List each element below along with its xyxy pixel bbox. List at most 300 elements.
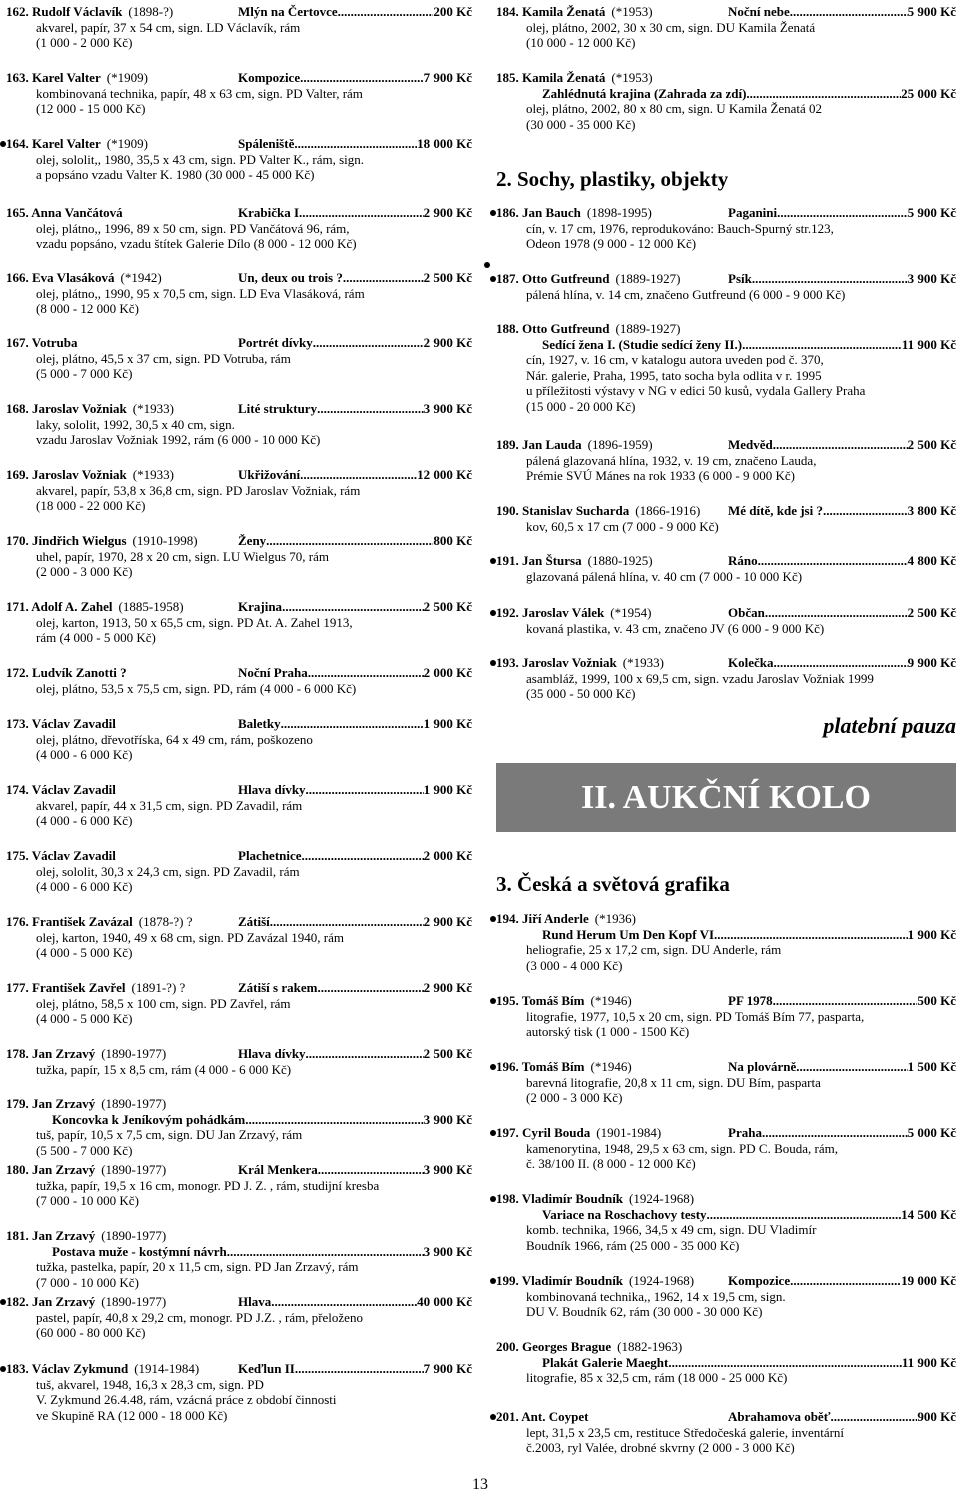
lot-header	[6, 205, 472, 221]
lot-header	[496, 205, 956, 221]
lot-title-line	[6, 1112, 472, 1128]
lot-artist-dates: (1896-1959)	[587, 437, 653, 452]
lot-artist: 197. Cyril Bouda	[496, 1125, 591, 1140]
lot-detail-line: (5 500 - 7 000 Kč)	[36, 1142, 133, 1158]
leader-dots	[282, 599, 424, 615]
lot-detail-line: (4 000 - 6 000 Kč)	[36, 747, 133, 762]
lot-entry	[6, 533, 472, 580]
lot-details	[6, 152, 472, 183]
lot-artist-line	[6, 980, 238, 996]
lot-artist: 173. Václav Zavadil	[6, 716, 116, 731]
lot-title-line	[728, 205, 908, 221]
lot-header	[6, 1294, 472, 1310]
lot-artist-line	[6, 1228, 238, 1244]
lot-price: 2 500 Kč	[423, 1046, 472, 1061]
lot-artist: 181. Jan Zrzavý	[6, 1228, 96, 1243]
bullet-marker	[0, 1366, 6, 1372]
lot-artist-dates: (1882-1963)	[617, 1339, 683, 1354]
leader-dots	[306, 782, 424, 798]
lot-title-line	[728, 437, 908, 453]
lot-details	[6, 1259, 472, 1290]
leader-dots	[317, 401, 424, 417]
lot-header	[6, 270, 472, 286]
lot-title-line	[238, 467, 417, 483]
lot-detail-line: lept, 31,5 x 23,5 cm, restituce Středočeská galerie, inventární	[526, 1424, 845, 1440]
lot-entry	[6, 716, 472, 763]
lot-details	[6, 20, 472, 51]
leader-dots	[752, 271, 908, 287]
lot-title: Baletky	[238, 716, 281, 731]
leader-dots	[270, 914, 424, 930]
lot-entry	[6, 1294, 472, 1341]
lot-title-line	[728, 993, 917, 1009]
lot-title-line	[238, 599, 424, 615]
lot-detail-line: asambláž, 1999, 100 x 69,5 cm, sign. vzadu Jaroslav Vožniak 1999	[526, 670, 874, 686]
lot-title: Krajina	[238, 599, 283, 614]
lot-title-line	[728, 655, 908, 671]
lot-detail-line: kombinovaná technika, papír, 48 x 63 cm, sign. PD Valter, rám	[36, 85, 363, 101]
lot-artist-dates: (*1933)	[132, 467, 174, 482]
lot-header	[6, 533, 472, 549]
lot-artist: 184. Kamila Ženatá	[496, 4, 606, 19]
lot-details	[6, 286, 472, 317]
lot-price: 2 000 Kč	[423, 665, 472, 680]
lot-artist-line	[496, 1273, 728, 1289]
lot-details	[496, 221, 956, 252]
lot-detail-line: olej, plátno,, 1990, 95 x 70,5 cm, sign. LD Eva Vlasáková, rám	[36, 285, 365, 301]
lot-artist-line	[496, 1125, 728, 1141]
lot-details	[6, 732, 472, 763]
lot-title-line	[496, 337, 956, 353]
lot-entry	[496, 205, 956, 252]
lot-artist-line	[496, 503, 728, 519]
lot-artist-dates: (1891-?) ?	[131, 980, 186, 995]
lot-entry	[496, 1273, 956, 1320]
lot-price: 2 900 Kč	[423, 205, 472, 220]
lot-title-line	[238, 1361, 424, 1377]
lot-artist-dates: (1890-1977)	[101, 1162, 167, 1177]
leader-dots	[281, 716, 424, 732]
lot-entry	[496, 321, 956, 414]
lot-entry	[6, 401, 472, 448]
lot-artist: 172. Ludvík Zanotti ?	[6, 665, 127, 680]
lot-price: 11 900 Kč	[901, 1354, 956, 1370]
lot-detail-line: heliografie, 25 x 17,2 cm, sign. DU Anderle, rám	[526, 942, 782, 957]
lot-detail-line: olej, sololit, 30,3 x 24,3 cm, sign. PD Zavadil, rám	[36, 863, 300, 879]
lot-price: 2 500 Kč	[907, 437, 956, 452]
lot-title: Hlava dívky	[238, 782, 306, 797]
lot-price: 1 500 Kč	[907, 1059, 956, 1074]
lot-artist: 169. Jaroslav Vožniak	[6, 467, 127, 482]
lot-artist: 177. František Zavřel	[6, 980, 126, 995]
lot-details	[6, 417, 472, 448]
lot-title: Praha	[728, 1125, 762, 1140]
lot-artist-dates: (1866-1916)	[635, 503, 701, 518]
leader-dots	[765, 605, 908, 621]
lot-title: Postava muže - kostýmní návrh	[52, 1243, 227, 1259]
lot-title: Zátiší	[238, 914, 270, 929]
lot-details	[6, 221, 472, 252]
lot-title-line	[728, 271, 908, 287]
leader-dots	[762, 1125, 908, 1141]
lot-price: 5 000 Kč	[907, 1125, 956, 1140]
lot-price: 11 900 Kč	[901, 336, 956, 352]
lot-title-line	[238, 665, 424, 681]
lot-header	[496, 1125, 956, 1141]
lot-artist: 162. Rudolf Václavík	[6, 4, 123, 19]
lot-detail-line: (4 000 - 5 000 Kč)	[36, 1011, 133, 1026]
lot-entry	[496, 1059, 956, 1106]
lot-title-line	[6, 1244, 472, 1260]
lot-details	[6, 996, 472, 1027]
lot-detail-line: akvarel, papír, 53,8 x 36,8 cm, sign. PD Jaroslav Vožniak, rám	[36, 482, 361, 498]
lot-entry	[6, 980, 472, 1027]
lot-artist-dates: (1889-1927)	[615, 321, 681, 336]
lot-artist-line	[6, 914, 238, 930]
lot-details	[6, 1062, 472, 1078]
lot-details	[6, 864, 472, 895]
lot-detail-line: kov, 60,5 x 17 cm (7 000 - 9 000 Kč)	[526, 518, 719, 534]
lot-entry	[496, 503, 956, 534]
lot-header	[496, 911, 956, 927]
lot-artist: 166. Eva Vlasáková	[6, 270, 115, 285]
lot-detail-line: pálená glazovaná hlína, 1932, v. 19 cm, značeno Lauda,	[526, 452, 817, 468]
lot-detail-line: pastel, papír, 40,8 x 29,2 cm, monogr. PD J.Z. , rám, přeloženo	[36, 1309, 363, 1325]
lot-title-line	[728, 1273, 901, 1289]
lot-price: 19 000 Kč	[901, 1273, 956, 1288]
lot-artist: 187. Otto Gutfreund	[496, 271, 610, 286]
lot-details	[496, 1222, 956, 1253]
leader-dots	[758, 553, 908, 569]
lot-title: Ráno	[728, 553, 758, 568]
lot-entry	[496, 437, 956, 484]
lot-detail-line: u příležitosti výstavy v NG v edici 50 kusů, vydala Gallery Praha	[526, 383, 866, 398]
leader-dots	[313, 335, 424, 351]
lot-entry	[496, 4, 956, 51]
lot-detail-line: olej, karton, 1940, 49 x 68 cm, sign. PD Zavázal 1940, rám	[36, 929, 344, 945]
lot-artist-dates: (1878-?) ?	[138, 914, 193, 929]
lot-title-line	[496, 1207, 956, 1223]
lot-title-line	[238, 136, 417, 152]
lot-detail-line: litografie, 1977, 10,5 x 20 cm, sign. PD Tomáš Bím 77, pasparta,	[526, 1008, 865, 1024]
lot-artist-line	[496, 655, 728, 671]
lot-title: Sedící žena I. (Studie sedící ženy II.)	[542, 336, 743, 352]
lot-title: PF 1978	[728, 993, 773, 1008]
lot-detail-line: laky, sololit, 1992, 30,5 x 40 cm, sign.	[36, 416, 235, 432]
lot-details	[496, 101, 956, 132]
lot-details	[6, 351, 472, 382]
lot-artist: 163. Karel Valter	[6, 70, 101, 85]
lot-detail-line: (1 000 - 2 000 Kč)	[36, 35, 133, 50]
bullet-marker	[490, 558, 496, 564]
lot-title-line	[728, 4, 908, 20]
leader-dots	[790, 4, 908, 20]
lot-entry	[6, 848, 472, 895]
leader-dots	[302, 205, 423, 221]
lot-price: 3 900 Kč	[423, 1162, 472, 1177]
lot-artist-dates: (1890-1977)	[101, 1228, 167, 1243]
auction-round-banner: II. AUKČNÍ KOLO	[496, 763, 956, 832]
lot-artist-line	[6, 467, 238, 483]
lot-artist-dates: (1890-1977)	[101, 1294, 167, 1309]
lot-entry	[496, 553, 956, 584]
lot-detail-line: V. Zykmund 26.4.48, rám, vzácná práce z období činnosti	[36, 1392, 337, 1407]
lot-artist-line	[496, 205, 728, 221]
lot-entry	[6, 467, 472, 514]
lot-detail-line: (35 000 - 50 000 Kč)	[526, 686, 636, 701]
lot-title: Lité struktury	[238, 401, 318, 416]
lot-detail-line: tuš, papír, 10,5 x 7,5 cm, sign. DU Jan Zrzavý, rám	[36, 1127, 303, 1142]
lot-title: Plachetnice	[238, 848, 302, 863]
lot-price: 9 900 Kč	[907, 655, 956, 670]
lot-title: Zahlédnutá krajina (Zahrada za zdí)	[542, 85, 747, 101]
lot-detail-line: cín, v. 17 cm, 1976, reprodukováno: Bauch-Spurný str.123,	[526, 220, 834, 236]
lot-detail-line: Prémie SVÚ Mánes na rok 1933 (6 000 - 9 000 Kč)	[526, 468, 795, 483]
lot-artist: 175. Václav Zavadil	[6, 848, 116, 863]
leader-dots	[306, 1046, 424, 1062]
bullet-marker	[490, 1196, 496, 1202]
lot-price: 7 900 Kč	[423, 70, 472, 85]
lot-title: Hlava	[238, 1294, 272, 1309]
section-heading-sculptures: 2. Sochy, plastiky, objekty	[496, 167, 729, 191]
lot-title: Abrahamova oběť	[728, 1409, 831, 1424]
lot-header	[6, 1096, 472, 1112]
lot-entry	[6, 70, 472, 117]
lot-detail-line: glazovaná pálená hlína, v. 40 cm (7 000 - 10 000 Kč)	[526, 568, 803, 584]
lot-title-line	[238, 980, 424, 996]
lot-title-line	[238, 782, 424, 798]
lot-detail-line: kombinovaná technika,, 1962, 14 x 19,5 cm, sign.	[526, 1288, 786, 1304]
lot-details	[6, 930, 472, 961]
lot-price: 2 900 Kč	[423, 980, 472, 995]
lot-entry	[6, 1096, 472, 1158]
leader-dots	[668, 1355, 901, 1371]
lot-artist-line	[496, 553, 728, 569]
bullet-marker	[490, 276, 496, 282]
lot-artist-dates: (*1953)	[611, 4, 653, 19]
lot-artist-line	[6, 1294, 238, 1310]
lot-details	[6, 1178, 472, 1209]
lot-artist: 189. Jan Lauda	[496, 437, 582, 452]
lot-details	[6, 483, 472, 514]
lot-artist: 199. Vladimír Boudník	[496, 1273, 624, 1288]
lot-artist: 186. Jan Bauch	[496, 205, 581, 220]
lot-artist: 200. Georges Brague	[496, 1339, 612, 1354]
lot-artist: 191. Jan Štursa	[496, 553, 582, 568]
lot-title-line	[496, 927, 956, 943]
lot-title-line	[238, 1162, 424, 1178]
lot-price: 1 900 Kč	[907, 926, 956, 942]
lot-artist-line	[496, 1339, 728, 1355]
lot-price: 1 900 Kč	[423, 782, 472, 797]
lot-details	[496, 621, 956, 637]
lot-detail-line: (7 000 - 10 000 Kč)	[36, 1193, 139, 1208]
lot-title-line	[238, 914, 424, 930]
lot-artist-dates: (*1909)	[106, 70, 148, 85]
lot-detail-line: tužka, pastelka, papír, 20 x 11,5 cm, sign. PD Jan Zrzavý, rám	[36, 1259, 359, 1274]
lot-detail-line: DU V. Boudník 62, rám (30 000 - 30 000 Kč)	[526, 1304, 763, 1319]
lot-price: 5 900 Kč	[907, 205, 956, 220]
lot-price: 3 900 Kč	[423, 401, 472, 416]
lot-artist-line	[6, 1096, 238, 1112]
lot-detail-line: (2 000 - 3 000 Kč)	[36, 564, 133, 579]
lot-detail-line: olej, plátno, dřevotříska, 64 x 49 cm, rám, poškozeno	[36, 731, 313, 747]
lot-artist-line	[496, 993, 728, 1009]
leader-dots	[271, 1294, 417, 1310]
lot-header	[6, 1361, 472, 1377]
leader-dots	[714, 927, 908, 943]
lot-entry	[6, 1162, 472, 1209]
lot-artist-dates: (1889-1927)	[615, 271, 681, 286]
lot-detail-line: cín, 1927, v. 16 cm, v katalogu autora uveden pod č. 370,	[526, 352, 824, 367]
lot-artist-line	[6, 401, 238, 417]
leader-dots	[227, 1244, 424, 1260]
leader-dots	[774, 655, 908, 671]
lot-artist-dates: (*1936)	[594, 911, 636, 926]
lot-title-line	[728, 503, 908, 519]
lot-entry	[496, 1339, 956, 1386]
leader-dots	[790, 1273, 901, 1289]
bullet-marker	[0, 1299, 6, 1305]
lot-detail-line: vzadu Jaroslav Vožniak 1992, rám (6 000 - 10 000 Kč)	[36, 432, 321, 447]
lot-artist-line	[496, 911, 728, 927]
lot-detail-line: akvarel, papír, 44 x 31,5 cm, sign. PD Zavadil, rám	[36, 797, 303, 813]
lot-title: Spáleniště	[238, 136, 295, 151]
lot-artist: 192. Jaroslav Válek	[496, 605, 605, 620]
lot-detail-line: tuš, akvarel, 1948, 16,3 x 28,3 cm, sign. PD	[36, 1376, 264, 1392]
lot-artist-dates: (1885-1958)	[118, 599, 184, 614]
lot-detail-line: (60 000 - 80 000 Kč)	[36, 1325, 146, 1340]
lot-artist: 174. Václav Zavadil	[6, 782, 116, 797]
lot-artist-dates: (*1946)	[590, 993, 632, 1008]
lot-entry	[6, 1228, 472, 1290]
lot-artist: 179. Jan Zrzavý	[6, 1096, 96, 1111]
lot-entry	[496, 271, 956, 302]
lot-artist-dates: (1890-1977)	[101, 1046, 167, 1061]
lot-entry	[6, 205, 472, 252]
lot-entry	[6, 136, 472, 183]
lot-title: Koncovka k Jeníkovým pohádkám	[52, 1111, 246, 1127]
bullet-marker	[484, 262, 490, 268]
leader-dots	[338, 4, 434, 20]
leader-dots	[298, 1361, 424, 1377]
lot-artist-line	[6, 136, 238, 152]
lot-header	[496, 437, 956, 453]
lot-artist-line	[6, 205, 238, 221]
lot-entry	[496, 993, 956, 1040]
lot-details	[496, 1370, 956, 1386]
lot-entry	[496, 911, 956, 973]
lot-detail-line: (4 000 - 6 000 Kč)	[36, 879, 133, 894]
lot-details	[496, 1289, 956, 1320]
lot-artist: 176. František Zavázal	[6, 914, 133, 929]
lot-details	[6, 86, 472, 117]
lot-header	[6, 335, 472, 351]
lot-price: 12 000 Kč	[417, 467, 472, 482]
lot-title: Kompozice	[728, 1273, 791, 1288]
payment-pause-label: platební pauza	[823, 713, 956, 738]
lot-detail-line: (8 000 - 12 000 Kč)	[36, 301, 139, 316]
bullet-marker	[490, 1414, 496, 1420]
page-number: 13	[472, 1476, 488, 1493]
lot-details	[496, 671, 956, 702]
lot-detail-line: rám (4 000 - 5 000 Kč)	[36, 630, 156, 645]
leader-dots	[343, 270, 424, 286]
lot-detail-line: tužka, papír, 15 x 8,5 cm, rám (4 000 - 6 000 Kč)	[36, 1061, 292, 1077]
lot-title-line	[728, 1125, 908, 1141]
lot-artist: 167. Votruba	[6, 335, 78, 350]
lot-artist: 188. Otto Gutfreund	[496, 321, 610, 336]
lot-detail-line: ve Skupině RA (12 000 - 18 000 Kč)	[36, 1407, 228, 1423]
section-heading-graphics: 3. Česká a světová grafika	[496, 872, 730, 896]
lot-header	[6, 1162, 472, 1178]
lot-details	[496, 1141, 956, 1172]
lot-title: Kompozice	[238, 70, 301, 85]
lot-artist-line	[6, 665, 238, 681]
lot-detail-line: olej, plátno, 2002, 30 x 30 cm, sign. DU Kamila Ženatá	[526, 19, 816, 35]
lot-detail-line: č. 38/100 II. (8 000 - 12 000 Kč)	[526, 1156, 696, 1171]
lot-price: 25 000 Kč	[901, 85, 956, 101]
lot-artist-line	[496, 4, 728, 20]
lot-title-line	[238, 205, 424, 221]
lot-artist-line	[6, 599, 238, 615]
lot-detail-line: (7 000 - 10 000 Kč)	[36, 1274, 139, 1290]
lot-details	[6, 798, 472, 829]
lot-artist-line	[6, 1046, 238, 1062]
lot-price: 2 900 Kč	[423, 914, 472, 929]
lot-artist-line	[496, 321, 728, 337]
lot-artist-line	[6, 848, 238, 864]
lot-artist: 198. Vladimír Boudník	[496, 1191, 624, 1206]
lot-entry	[6, 914, 472, 961]
lot-title: Král Menkera	[238, 1162, 318, 1177]
lot-detail-line: (4 000 - 6 000 Kč)	[36, 813, 133, 828]
lot-detail-line: barevná litografie, 20,8 x 11 cm, sign. DU Bím, pasparta	[526, 1074, 821, 1090]
lot-title-line	[728, 1059, 908, 1075]
bullet-marker	[490, 998, 496, 1004]
lot-artist: 193. Jaroslav Vožniak	[496, 655, 617, 670]
lot-entry	[496, 70, 956, 132]
lot-detail-line: olej, karton, 1913, 50 x 65,5 cm, sign. PD At. A. Zahel 1913,	[36, 614, 353, 630]
lot-artist-line	[496, 437, 728, 453]
lot-artist-line	[496, 605, 728, 621]
lot-title-line	[238, 401, 424, 417]
lot-price: 900 Kč	[917, 1409, 956, 1424]
lot-artist-dates: (*1933)	[132, 401, 174, 416]
lot-title: Krabička I.	[238, 205, 303, 220]
leader-dots	[245, 1112, 423, 1128]
lot-header	[496, 321, 956, 337]
lot-title-line	[238, 716, 424, 732]
lot-header	[6, 136, 472, 152]
lot-price: 800 Kč	[433, 533, 472, 548]
lot-title-line	[728, 605, 908, 621]
lot-details	[496, 942, 956, 973]
lot-title-line	[496, 1355, 956, 1371]
lot-artist-dates: (1890-1977)	[101, 1096, 167, 1111]
lot-detail-line: (18 000 - 22 000 Kč)	[36, 498, 146, 513]
lot-price: 3 900 Kč	[907, 271, 956, 286]
lot-detail-line: (15 000 - 20 000 Kč)	[526, 398, 636, 414]
lot-header	[496, 4, 956, 20]
lot-entry	[6, 665, 472, 696]
lot-entry	[496, 605, 956, 636]
lot-entry	[496, 1125, 956, 1172]
lot-artist: 165. Anna Vančátová	[6, 205, 123, 220]
lot-artist: 171. Adolf A. Zahel	[6, 599, 113, 614]
bullet-marker	[490, 660, 496, 666]
lot-title: Ženy	[238, 533, 267, 548]
